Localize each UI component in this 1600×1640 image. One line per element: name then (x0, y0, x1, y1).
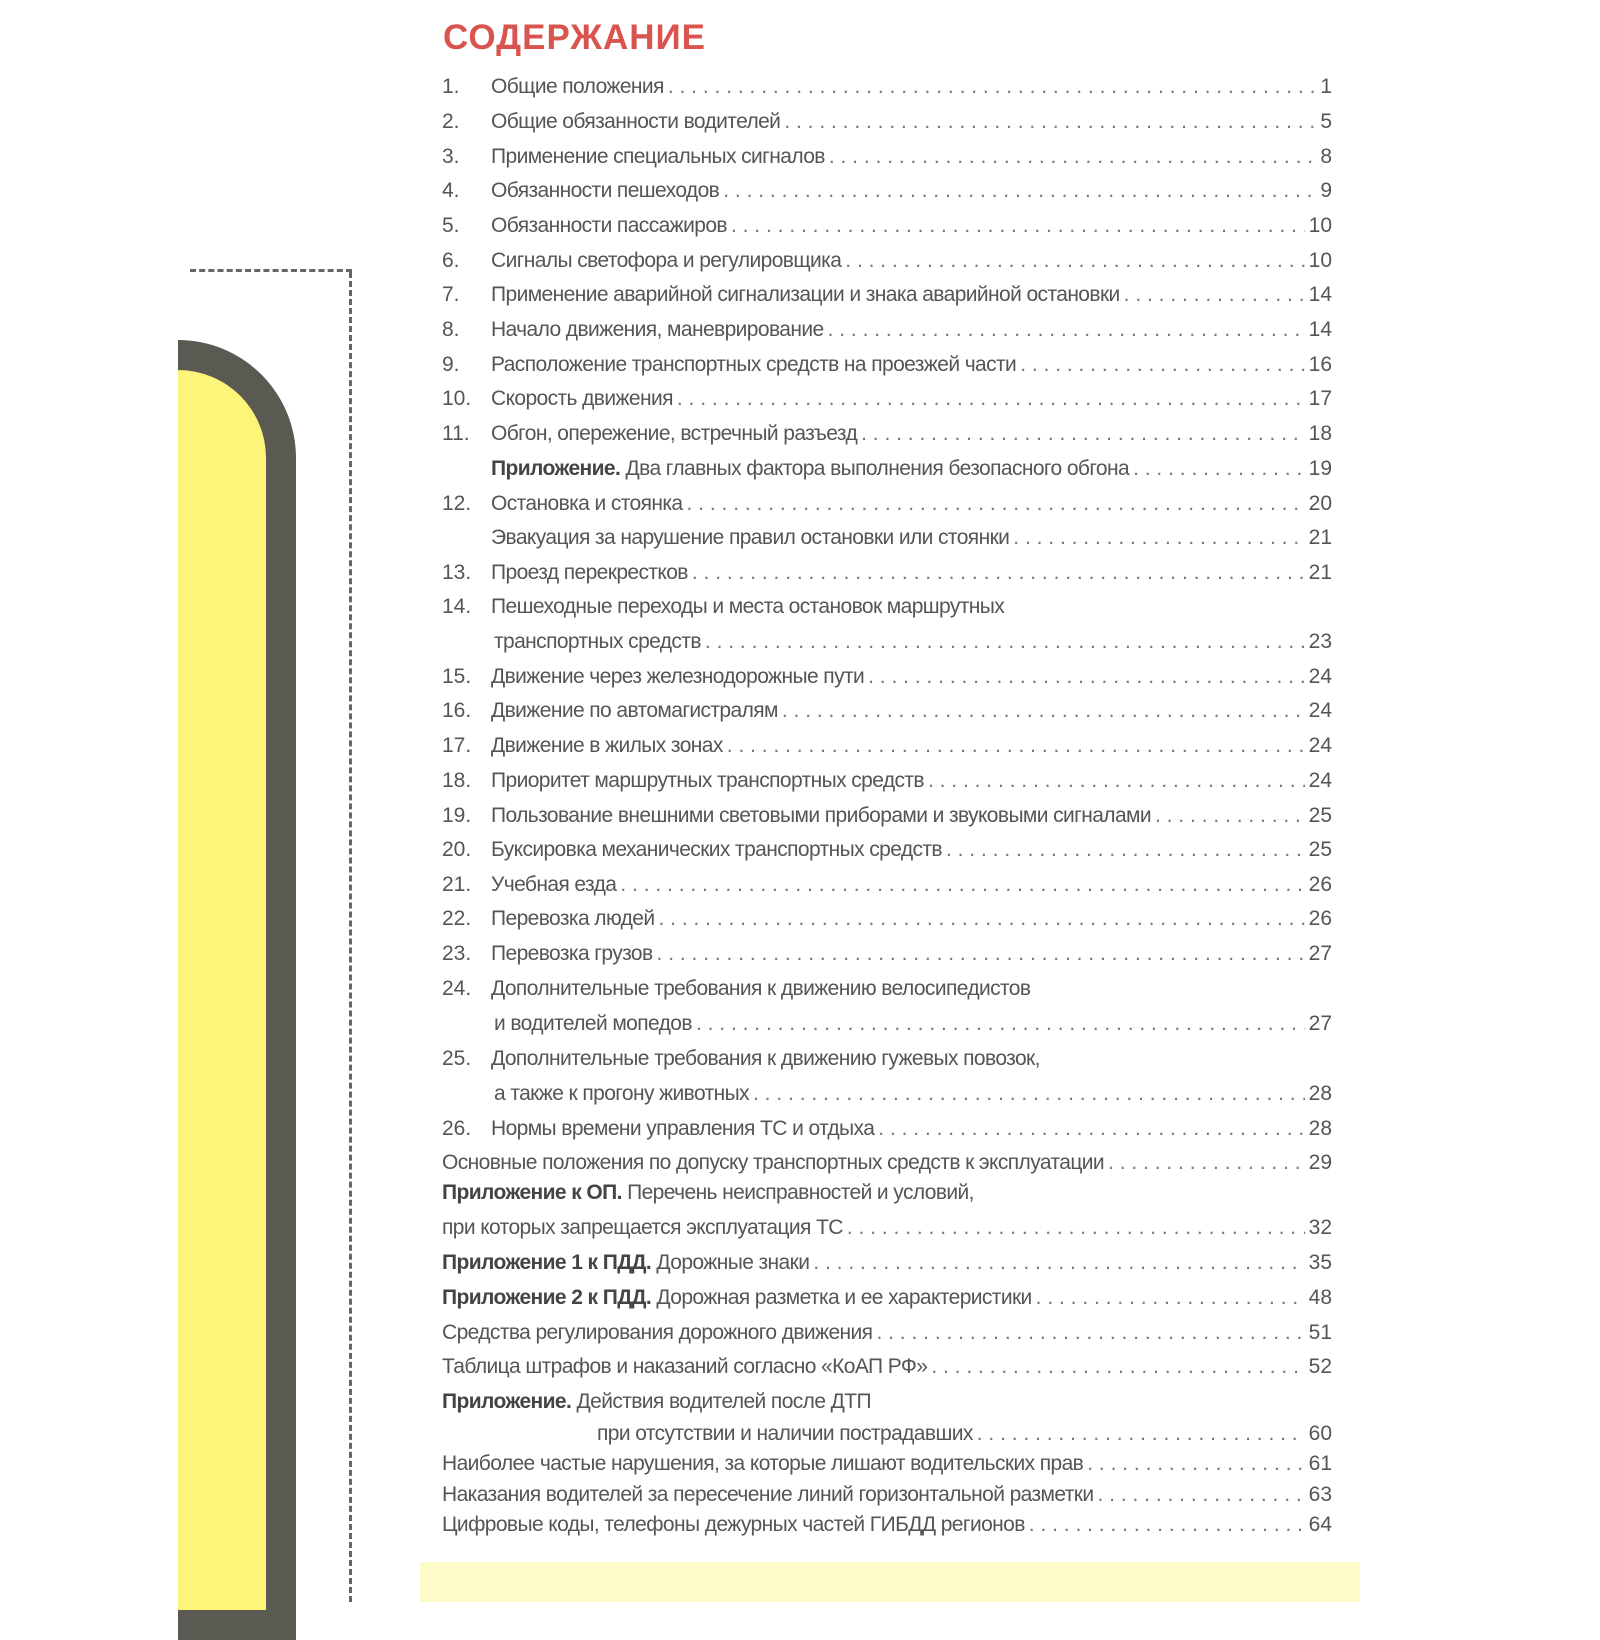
dot-leader (782, 699, 1305, 723)
entry-title: при которых запрещается эксплуатация ТС (442, 1216, 843, 1239)
entry-title: Применение специальных сигналов (491, 145, 825, 168)
entry-page: 29 (1308, 1151, 1332, 1174)
toc-entry[interactable] (442, 630, 1332, 660)
dot-leader (876, 1321, 1304, 1345)
entry-title: Буксировка механических транспортных средств (491, 838, 942, 861)
entry-bold-label: Приложение к ОП. (442, 1181, 622, 1204)
entry-title: Дополнительные требования к движению велосипедистов (491, 977, 1031, 1000)
toc-entry[interactable] (442, 1286, 1332, 1316)
entry-page: 26 (1308, 873, 1332, 896)
dot-leader (946, 838, 1305, 862)
dot-leader (928, 769, 1305, 793)
entry-page: 24 (1308, 665, 1332, 688)
dot-leader (829, 145, 1316, 169)
toc-entry[interactable] (442, 1047, 1332, 1077)
entry-title: Обгон, опережение, встречный разъезд (491, 422, 858, 445)
entry-number: 22. (442, 907, 472, 930)
entry-title: Перевозка грузов (491, 942, 653, 965)
entry-number: 6. (442, 249, 460, 272)
toc-entry[interactable] (442, 804, 1332, 834)
entry-number: 18. (442, 769, 472, 792)
page-title: СОДЕРЖАНИЕ (443, 18, 707, 57)
entry-number: 10. (442, 387, 472, 410)
entry-title: Пешеходные переходы и места остановок маршрутных (491, 595, 1005, 618)
entry-number: 26. (442, 1117, 472, 1140)
entry-title: Приложение. Два главных фактора выполнения безопасного обгона (491, 457, 1130, 480)
toc-entry[interactable] (442, 179, 1332, 209)
toc-entry[interactable] (442, 1082, 1332, 1112)
dot-leader (813, 1251, 1304, 1275)
cut-line-horizontal (190, 269, 352, 272)
entry-page: 20 (1308, 492, 1332, 515)
entry-page: 23 (1308, 630, 1332, 653)
entry-page: 24 (1308, 699, 1332, 722)
entry-page: 28 (1308, 1082, 1332, 1105)
entry-title: а также к прогону животных (494, 1082, 750, 1105)
entry-title: Эвакуация за нарушение правил остановки или стоянки (491, 526, 1010, 549)
dot-leader (784, 110, 1316, 134)
entry-title: Скорость движения (491, 387, 673, 410)
entry-title: Остановка и стоянка (491, 492, 683, 515)
dot-leader (696, 1012, 1305, 1036)
entry-title: Движение в жилых зонах (491, 734, 723, 757)
toc-entry[interactable] (442, 526, 1332, 556)
entry-page: 10 (1308, 249, 1332, 272)
dot-leader (847, 1216, 1305, 1240)
toc-entry[interactable] (442, 387, 1332, 417)
dot-leader (753, 1082, 1305, 1106)
entry-number: 11. (442, 422, 470, 445)
entry-page: 9 (1320, 179, 1332, 202)
entry-title: Движение через железнодорожные пути (491, 665, 865, 688)
entry-page: 18 (1308, 422, 1332, 445)
entry-bold-label: Приложение. (491, 457, 621, 480)
dot-leader (1155, 804, 1305, 828)
entry-title: Приложение. Действия водителей после ДТП (442, 1390, 871, 1413)
toc-entry[interactable] (442, 422, 1332, 452)
entry-number: 15. (442, 665, 472, 688)
entry-title: Средства регулирования дорожного движения (442, 1321, 873, 1344)
entry-page: 63 (1308, 1483, 1332, 1506)
yellow-decorative-tab (178, 340, 296, 1640)
entry-number: 21. (442, 873, 472, 896)
entry-page: 27 (1308, 942, 1332, 965)
entry-title: Наиболее частые нарушения, за которые лишают водительских прав (442, 1452, 1084, 1475)
entry-number: 5. (442, 214, 460, 237)
dot-leader (1124, 283, 1305, 307)
entry-number: 2. (442, 110, 460, 133)
dot-leader (731, 214, 1305, 238)
dot-leader (620, 873, 1304, 897)
dot-leader (878, 1117, 1304, 1141)
entry-number: 20. (442, 838, 472, 861)
toc-entry[interactable] (442, 1422, 1332, 1452)
toc-entry[interactable] (442, 1483, 1332, 1513)
entry-title: Учебная езда (491, 873, 617, 896)
entry-title: Приоритет маршрутных транспортных средств (491, 769, 924, 792)
toc-entry[interactable] (442, 595, 1332, 625)
entry-title: Приложение к ОП. Перечень неисправностей и условий, (442, 1181, 974, 1204)
entry-page: 52 (1308, 1355, 1332, 1378)
entry-number: 17. (442, 734, 472, 757)
entry-title: Дополнительные требования к движению гужевых повозок, (491, 1047, 1040, 1070)
entry-number: 9. (442, 353, 460, 376)
dot-leader (1108, 1151, 1305, 1175)
dot-leader (828, 318, 1305, 342)
entry-page: 35 (1308, 1251, 1332, 1274)
entry-number: 3. (442, 145, 460, 168)
toc-entry[interactable] (442, 110, 1332, 140)
entry-page: 24 (1308, 769, 1332, 792)
entry-title: Цифровые коды, телефоны дежурных частей ГИБДД регионов (442, 1513, 1025, 1536)
entry-page: 14 (1308, 283, 1332, 306)
entry-title: при отсутствии и наличии пострадавших (597, 1422, 973, 1445)
toc-entry[interactable] (442, 1452, 1332, 1482)
toc-entry[interactable] (442, 492, 1332, 522)
toc-entry[interactable] (442, 1181, 1332, 1211)
entry-title: Таблица штрафов и наказаний согласно «КоАП РФ» (442, 1355, 928, 1378)
dot-leader (845, 249, 1304, 273)
entry-title: Наказания водителей за пересечение линий горизонтальной разметки (442, 1483, 1094, 1506)
toc-entry[interactable] (442, 769, 1332, 799)
dot-leader (705, 630, 1305, 654)
entry-page: 26 (1308, 907, 1332, 930)
toc-entry[interactable] (442, 457, 1332, 487)
entry-bold-label: Приложение 2 к ПДД. (442, 1286, 652, 1309)
entry-title: Приложение 2 к ПДД. Дорожная разметка и ее характеристики (442, 1286, 1032, 1309)
entry-title: Перевозка людей (491, 907, 655, 930)
entry-title: Нормы времени управления ТС и отдыха (491, 1117, 875, 1140)
dot-leader (861, 422, 1305, 446)
toc-entry[interactable] (442, 838, 1332, 868)
dot-leader (1098, 1483, 1305, 1507)
toc-entry[interactable] (442, 318, 1332, 348)
dot-leader (1133, 457, 1305, 481)
toc-entry[interactable] (442, 1355, 1332, 1385)
toc-entry[interactable] (442, 977, 1332, 1007)
entry-number: 16. (442, 699, 472, 722)
dot-leader (1013, 526, 1304, 550)
toc-entry[interactable] (442, 561, 1332, 591)
entry-title: Общие положения (491, 75, 664, 98)
toc-entry[interactable] (442, 1321, 1332, 1351)
entry-title: Сигналы светофора и регулировщика (491, 249, 842, 272)
toc-entry[interactable] (442, 1251, 1332, 1281)
entry-page: 28 (1308, 1117, 1332, 1140)
entry-page: 14 (1308, 318, 1332, 341)
entry-page: 19 (1308, 457, 1332, 480)
toc-entry[interactable] (442, 249, 1332, 279)
entry-page: 24 (1308, 734, 1332, 757)
dot-leader (657, 942, 1305, 966)
toc-entry[interactable] (442, 942, 1332, 972)
toc-entry[interactable] (442, 214, 1332, 244)
dot-leader (687, 492, 1305, 516)
dot-leader (692, 561, 1305, 585)
entry-number: 23. (442, 942, 472, 965)
toc-entry[interactable] (442, 145, 1332, 175)
dot-leader (677, 387, 1305, 411)
toc-entry[interactable] (442, 1151, 1332, 1181)
entry-page: 32 (1308, 1216, 1332, 1239)
entry-title: Проезд перекрестков (491, 561, 688, 584)
entry-title: транспортных средств (494, 630, 701, 653)
toc-entry[interactable] (442, 75, 1332, 105)
entry-page: 64 (1308, 1513, 1332, 1536)
entry-title: Общие обязанности водителей (491, 110, 781, 133)
entry-page: 16 (1308, 353, 1332, 376)
toc-entry[interactable] (442, 873, 1332, 903)
dot-leader (1087, 1452, 1304, 1476)
cut-line-vertical (349, 272, 352, 1602)
dot-leader (977, 1422, 1305, 1446)
entry-title: Расположение транспортных средств на проезжей части (491, 353, 1017, 376)
toc-entry[interactable] (442, 1117, 1332, 1147)
toc-entry[interactable] (442, 699, 1332, 729)
entry-bold-label: Приложение 1 к ПДД. (442, 1251, 652, 1274)
entry-title: Начало движения, маневрирование (491, 318, 824, 341)
entry-page: 21 (1308, 561, 1332, 584)
entry-title: и водителей мопедов (494, 1012, 692, 1035)
toc-entry[interactable] (442, 1513, 1332, 1543)
entry-title: Приложение 1 к ПДД. Дорожные знаки (442, 1251, 810, 1274)
entry-title: Основные положения по допуску транспортных средств к эксплуатации (442, 1151, 1105, 1174)
dot-leader (659, 907, 1305, 931)
dot-leader (868, 665, 1305, 689)
entry-title: Пользование внешними световыми приборами и звуковыми сигналами (491, 804, 1152, 827)
entry-title: Обязанности пассажиров (491, 214, 727, 237)
entry-page: 17 (1308, 387, 1332, 410)
entry-number: 19. (442, 804, 472, 827)
dot-leader (1029, 1513, 1305, 1537)
dot-leader (1036, 1286, 1305, 1310)
entry-number: 7. (442, 283, 460, 306)
entry-number: 1. (442, 75, 460, 98)
entry-page: 61 (1308, 1452, 1332, 1475)
bottom-yellow-strip (420, 1562, 1360, 1602)
entry-number: 13. (442, 561, 472, 584)
dot-leader (1020, 353, 1304, 377)
toc-entry[interactable] (442, 1390, 1332, 1420)
entry-number: 12. (442, 492, 472, 515)
entry-page: 5 (1320, 110, 1332, 133)
entry-number: 25. (442, 1047, 472, 1070)
entry-number: 24. (442, 977, 472, 1000)
entry-title: Обязанности пешеходов (491, 179, 720, 202)
entry-number: 14. (442, 595, 472, 618)
entry-page: 25 (1308, 804, 1332, 827)
entry-page: 48 (1308, 1286, 1332, 1309)
entry-page: 21 (1308, 526, 1332, 549)
entry-number: 4. (442, 179, 460, 202)
entry-page: 10 (1308, 214, 1332, 237)
toc-entry[interactable] (442, 1012, 1332, 1042)
entry-page: 1 (1320, 75, 1332, 98)
entry-page: 25 (1308, 838, 1332, 861)
entry-title: Движение по автомагистралям (491, 699, 778, 722)
entry-page: 60 (1308, 1422, 1332, 1445)
entry-page: 8 (1320, 145, 1332, 168)
entry-title: Применение аварийной сигнализации и знака аварийной остановки (491, 283, 1120, 306)
dot-leader (723, 179, 1316, 203)
dot-leader (931, 1355, 1304, 1379)
dot-leader (668, 75, 1316, 99)
entry-page: 51 (1308, 1321, 1332, 1344)
entry-page: 27 (1308, 1012, 1332, 1035)
toc-entry[interactable] (442, 907, 1332, 937)
toc-entry[interactable] (442, 734, 1332, 764)
entry-number: 8. (442, 318, 460, 341)
toc-entry[interactable] (442, 665, 1332, 695)
dot-leader (727, 734, 1305, 758)
toc-entry[interactable] (442, 1216, 1332, 1246)
toc-entry[interactable] (442, 283, 1332, 313)
toc-entry[interactable] (442, 353, 1332, 383)
entry-bold-label: Приложение. (442, 1390, 572, 1413)
